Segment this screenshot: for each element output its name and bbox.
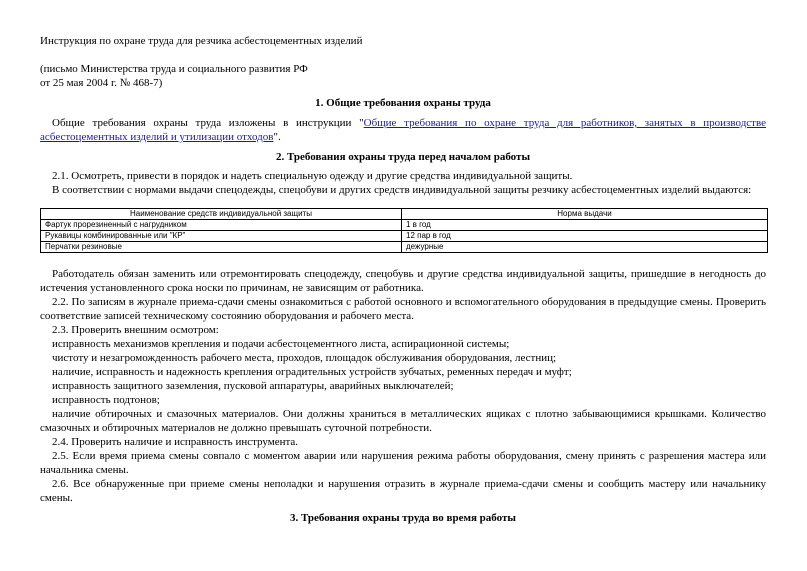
check-item-mechanisms: исправность механизмов крепления и подачи асбестоцементного листа, аспирационной системы; (52, 338, 510, 350)
paragraph-2-6: 2.6. Все обнаруженные при приеме смены неполадки и нарушения отразить в журнале приема-сдачи смены и сообщить мастеру или начальнику смены. (40, 478, 766, 504)
table-cell-ppe-name: Перчатки резиновые (41, 242, 402, 253)
section-2-heading: 2. Требования охраны труда перед началом работы (275, 151, 531, 163)
check-item-materials: наличие обтирочных и смазочных материалов. Они должны храниться в металлических ящиках с плотно забывающимися крышками. Количество смазочных и обтирочных материалов не должно превышать суточной потребности. (40, 408, 766, 434)
document-source-line-2: от 25 мая 2004 г. № 468-7) (40, 77, 163, 89)
check-item-workplace: чистоту и незагроможденность рабочего места, проходов, площадок обслуживания оборудования, лестниц; (52, 352, 557, 364)
table-cell-norm: дежурные (402, 242, 768, 253)
paragraph-2-3: 2.3. Проверить внешним осмотром: (52, 324, 219, 336)
table-cell-norm: 12 пар в год (402, 231, 768, 242)
check-item-pallets: исправность подтонов; (52, 394, 160, 406)
section-1-heading: 1. Общие требования охраны труда (315, 97, 491, 109)
section-1-paragraph (40, 116, 766, 144)
paragraph-2-4: 2.4. Проверить наличие и исправность инструмента. (52, 436, 299, 448)
document-source-line-1: (письмо Министерства труда и социального развития РФ (40, 63, 308, 75)
table-row (41, 231, 768, 242)
document-title: Инструкция по охране труда для резчика асбестоцементных изделий (40, 35, 363, 47)
check-item-guards: наличие, исправность и надежность крепления оградительных устройств зубчатых, ременных передач и муфт; (52, 366, 572, 378)
section-1-text-after: ". (273, 131, 281, 143)
table-cell-ppe-name: Рукавицы комбинированные или "КР" (41, 231, 402, 242)
check-item-grounding: исправность защитного заземления, пусковой аппаратуры, аварийных выключателей; (52, 380, 454, 392)
table-cell-norm: 1 в год (402, 220, 768, 231)
paragraph-2-5: 2.5. Если время приема смены совпало с моментом аварии или нарушения режима работы оборудования, смену принять с разрешения мастера или начальника смены. (40, 450, 766, 476)
table-header-norm: Норма выдачи (402, 209, 768, 220)
paragraph-employer-obligation: Работодатель обязан заменить или отремонтировать спецодежду, спецобувь и другие средства индивидуальной защиты, пришедшие в негодность до истечения установленного срока носки по причинам, не зависящим от работника. (40, 268, 766, 294)
table-row (41, 220, 768, 231)
table-header-row (41, 209, 768, 220)
instruction-link[interactable]: Общие требования по охране труда для работников, занятых в производстве асбестоцементных изделий и утилизации отходов (40, 117, 766, 143)
table-cell-ppe-name: Фартук прорезиненный с нагрудником (41, 220, 402, 231)
section-3-heading: 3. Требования охраны труда во время работы (289, 512, 517, 524)
paragraph-2-1-norms-intro: В соответствии с нормами выдачи спецодежды, спецобуви и других средств индивидуальной защиты резчику асбестоцементных изделий выдаются: (52, 184, 752, 196)
document-page (40, 34, 766, 525)
paragraph-2-1: 2.1. Осмотреть, привести в порядок и надеть специальную одежду и другие средства индивидуальной защиты. (52, 170, 573, 182)
paragraph-2-2: 2.2. По записям в журнале приема-сдачи смены ознакомиться с работой основного и вспомогательного оборудования в предыдущие смены. Проверить соответствие записей техническому состоянию оборудования и рабочего места. (40, 296, 766, 322)
section-1-text-before: Общие требования охраны труда изложены в инструкции " (52, 117, 364, 129)
table-row (41, 242, 768, 253)
table-header-ppe-name: Наименование средств индивидуальной защиты (41, 209, 402, 220)
ppe-norms-table (40, 208, 768, 253)
